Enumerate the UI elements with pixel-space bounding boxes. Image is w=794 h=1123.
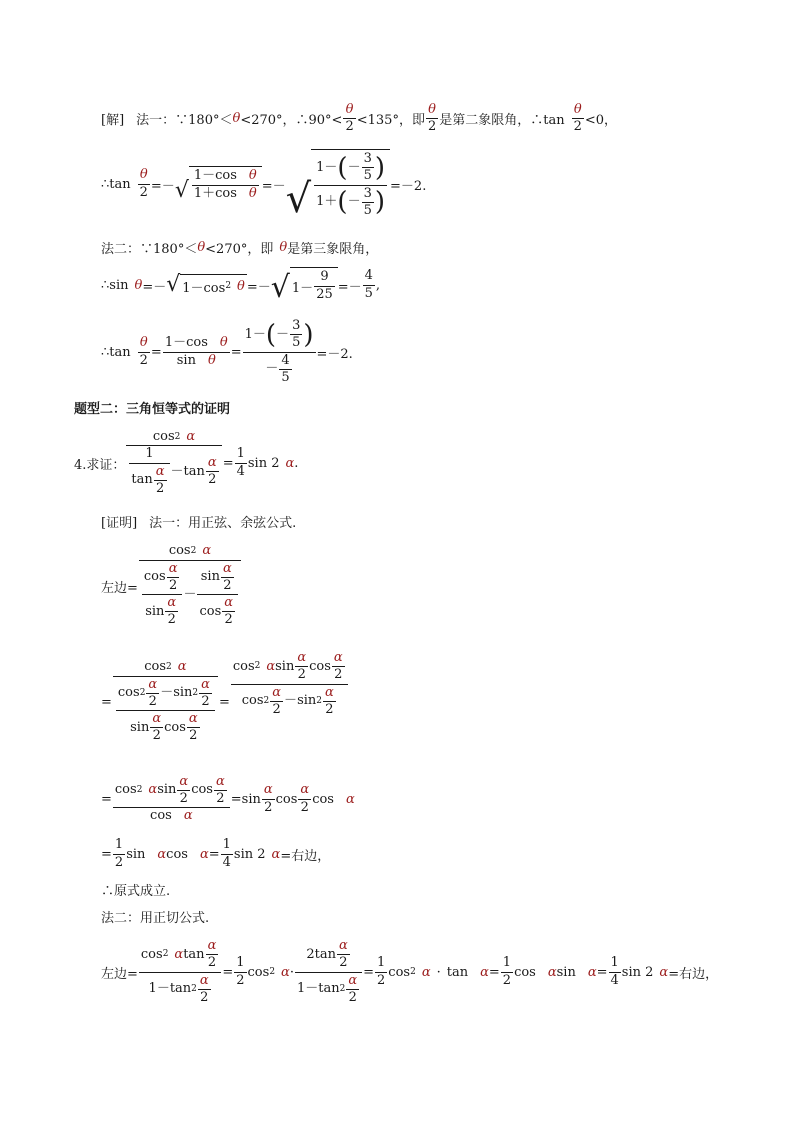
text: 是第三象限角， (287, 242, 379, 257)
proof-step-1 (101, 538, 242, 634)
proof-step-4: = $\frac{1}{2}$ sin α cos α = $\frac{1}{4}$ sin 2 α =右边， (101, 837, 331, 870)
sqrt-expression: √ 1－ $\frac{9}{25}$ (271, 267, 338, 303)
text: =－2. (390, 178, 427, 194)
text: sin 2 (247, 455, 280, 471)
fraction-theta-2: $\frac{\theta}{2}$ (139, 335, 148, 368)
proof-fraction: cos 2 α sin $\frac{\alpha}{2}$ cos $\frac{\alpha}{2}$ cos α (113, 774, 230, 825)
proof-fraction: cos 2 α cos $\frac{\alpha}{2}$ sin $\frac{\alpha}{2}$ － sin $\frac{\alpha}{2}$ cos $\frac{\alpha}{2}$ (139, 543, 241, 628)
method-1-title: 法一：用正弦、余弦公式. (149, 516, 297, 531)
sqrt-nested-fraction: √ 1－ ( － $\frac{3}{5}$ ) 1＋ ( － $\frac{3}{5}$ ) (286, 149, 390, 219)
method-2-title: 法二：用正切公式. (101, 911, 210, 926)
text: =－ (246, 279, 271, 295)
nested-fraction: 1－ ( － $\frac{3}{5}$ ) － $\frac{4}{5}$ (244, 318, 314, 385)
proof-method-2-step: 左边= cos 2 α tan $\frac{\alpha}{2}$ 1－tan 2 $\frac{\alpha}{2}$ = $\frac{1}{2}$ cos 2 α · 2tan $\frac{\alpha}{2}$ 1－tan 2 $\frac{\alpha}{2}$ = $\frac{1}{2}$ cos 2 α · tan α = $\frac{1}{2}$ cos α sin α = $\frac{1}{4}$ sin 2 α =右边， (101, 938, 719, 1005)
proof-fraction: cos 2 α cos 2 $\frac{\alpha}{2}$ － sin 2 $\frac{\alpha}{2}$ sin $\frac{\alpha}{2}$ cos $\frac{\alpha}{2}$ (113, 659, 218, 744)
text: <0， (584, 113, 618, 129)
text: =－ (150, 178, 175, 194)
proof-fraction: cos 2 α tan $\frac{\alpha}{2}$ 1－tan 2 $\frac{\alpha}{2}$ (139, 938, 221, 1006)
proof-fraction: 2tan $\frac{\alpha}{2}$ 1－tan 2 $\frac{\alpha}{2}$ (295, 938, 362, 1006)
text: <135°，即 (356, 113, 425, 129)
solution-label: [解] (101, 113, 125, 129)
fraction-theta-2: $\frac{\theta}{2}$ (427, 102, 437, 135)
section-title: 题型二：三角恒等式的证明 (74, 402, 231, 417)
text: ∴sin (101, 277, 129, 293)
text: ∴tan (101, 176, 131, 192)
text: =－ (337, 279, 362, 295)
proof-step-2: = cos 2 α cos 2 $\frac{\alpha}{2}$ － sin 2 $\frac{\alpha}{2}$ sin $\frac{\alpha}{2}$ cos $\frac{\alpha}{2}$ = cos 2 α sin $\frac{\alpha}{2}$ cos $\frac{\alpha}{2}$ cos 2 $\frac{\alpha}{2}$ － sin 2 $\frac{\alpha}{2}$ (101, 646, 349, 758)
fraction-theta-2: $\frac{\theta}{2}$ (345, 102, 354, 135)
fraction: 1－cos θ sin θ (164, 335, 228, 368)
text: <270°，∴90°< (240, 113, 343, 129)
solution-line-1 (101, 102, 617, 136)
text: 是第二象限角，∴tan (439, 113, 565, 129)
text: 法二：∵180°＜ (101, 242, 198, 257)
proof-label: [证明] (101, 516, 138, 531)
sqrt-expression: √ 1－cos θ 1＋cos θ (175, 166, 262, 202)
text: 左边= (101, 580, 138, 596)
problem-label: 4.求证： (74, 457, 126, 473)
proof-step-3: = cos 2 α sin $\frac{\alpha}{2}$ cos $\frac{\alpha}{2}$ cos α = sin $\frac{\alpha}{2}$ cos $\frac{\alpha}{2}$ cos α (101, 773, 355, 824)
proof-fraction: cos 2 α sin $\frac{\alpha}{2}$ cos $\frac{\alpha}{2}$ cos 2 $\frac{\alpha}{2}$ － sin 2 $\frac{\alpha}{2}$ (231, 650, 348, 718)
var-theta: θ (197, 240, 206, 255)
var-theta: θ (232, 111, 241, 127)
text: =－2. (316, 346, 353, 362)
conclusion: ∴原式成立. (101, 884, 171, 899)
text: = (222, 455, 234, 471)
fraction-1-4: $\frac{1}{4}$ (236, 446, 245, 479)
var-theta: θ (279, 240, 288, 255)
text: <270°，即 (205, 242, 274, 257)
text: = (230, 344, 242, 360)
fraction-theta-2: $\frac{\theta}{2}$ (139, 167, 148, 200)
solution-line-2 (101, 138, 426, 230)
text: =－ (261, 178, 286, 194)
text: ∴tan (101, 344, 131, 360)
solution-line-3 (101, 238, 378, 257)
sqrt-expression: √ 1－cos 2 θ (166, 272, 245, 297)
text: =－ (142, 279, 167, 295)
text: = (150, 344, 162, 360)
problem-4: 4.求证： cos 2 α 1 tan $\frac{\alpha}{2}$ －tan $\frac{\alpha}{2}$ = $\frac{1}{4}$ sin 2 α . (74, 429, 299, 496)
text: , (375, 277, 381, 293)
problem-fraction: cos 2 α 1 tan $\frac{\alpha}{2}$ －tan $\frac{\alpha}{2}$ (126, 429, 221, 497)
fraction-theta-2: $\frac{\theta}{2}$ (573, 102, 582, 135)
proof-line-1 (101, 512, 296, 531)
solution-line-4: ∴sin θ =－ √ 1－cos 2 θ =－ √ 1－ $\frac{9}{25}$ =－ $\frac{4}{5}$ , (101, 268, 381, 305)
fraction-4-5: $\frac{4}{5}$ (364, 268, 373, 301)
text: 法一：∵180°＜ (136, 113, 233, 129)
solution-line-5 (101, 314, 353, 390)
